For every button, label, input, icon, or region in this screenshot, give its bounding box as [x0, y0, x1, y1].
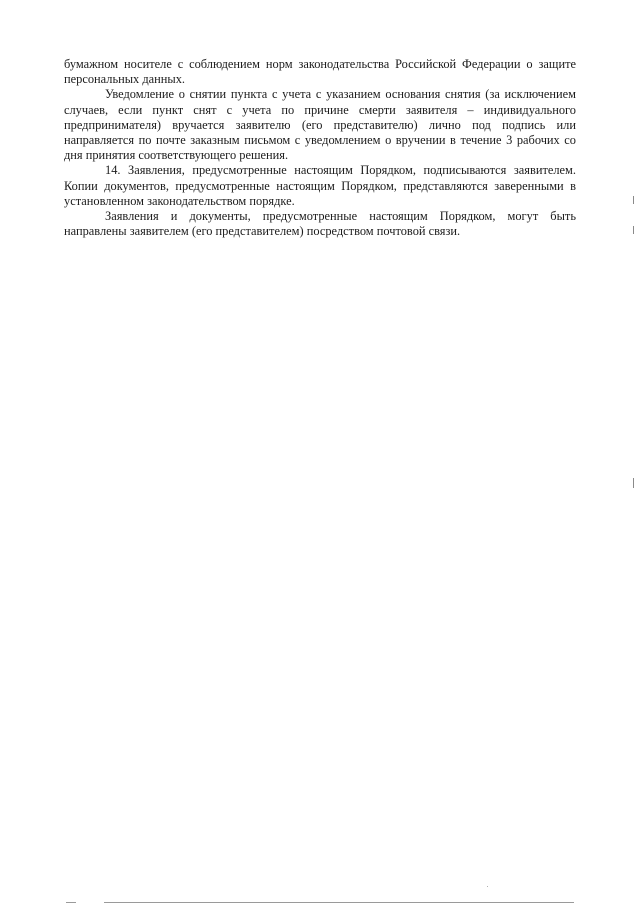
scan-bottom-dash — [66, 902, 76, 903]
paragraph-continuation: бумажном носителе с соблюдением норм законодательства Российской Федерации о защите персональных данных. — [64, 57, 576, 87]
scan-speck — [487, 886, 488, 887]
scan-edge-mark — [633, 478, 634, 488]
scan-edge-mark — [633, 196, 634, 204]
document-body — [64, 57, 576, 239]
paragraph-notification: Уведомление о снятии пункта с учета с указанием основания снятия (за исключением случаев, если пункт снят с учета по причине смерти заявителя – индивидуального предпринимателя) вручается заявителю (его представителю) лично под подпись или направляется по почте заказным письмом с уведомлением о вручении в течение 3 рабочих со дня принятия соответствующего решения. — [64, 87, 576, 163]
scan-bottom-edge — [104, 902, 574, 903]
paragraph-postal: Заявления и документы, предусмотренные настоящим Порядком, могут быть направлены заявителем (его представителем) посредством почтовой связи. — [64, 209, 576, 239]
scan-edge-mark — [633, 226, 634, 234]
paragraph-item-14: 14. Заявления, предусмотренные настоящим Порядком, подписываются заявителем. Копии документов, предусмотренные настоящим Порядком, представляются заверенными в установленном законодательством порядке. — [64, 163, 576, 208]
